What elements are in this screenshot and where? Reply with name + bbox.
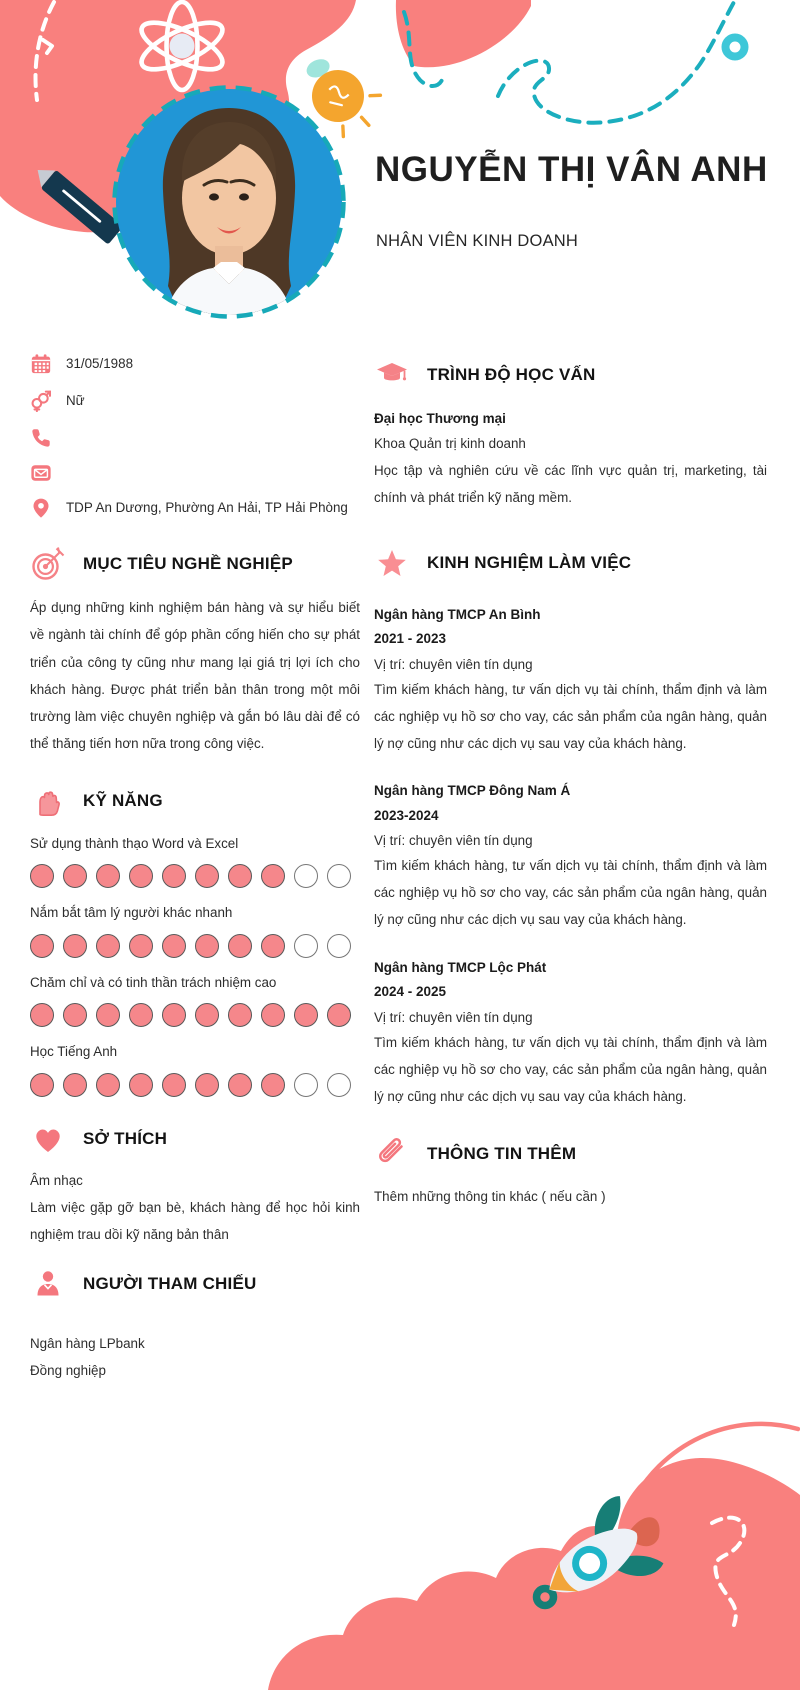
- phone-icon: [30, 427, 52, 449]
- contact-list: [30, 352, 360, 520]
- profile-photo: [111, 84, 347, 320]
- right-column: [374, 345, 767, 1210]
- skill-dot-filled: [195, 864, 219, 888]
- job-position: Vị trí: chuyên viên tín dụng: [374, 656, 533, 672]
- skill-dot-filled: [30, 934, 54, 958]
- contact-row: [30, 496, 360, 521]
- skill-dot-filled: [30, 1003, 54, 1027]
- skill-dot-filled: [129, 934, 153, 958]
- education-school: Đại học Thương mại: [374, 411, 506, 426]
- jobs-list: [374, 603, 767, 1111]
- skill-dot-filled: [228, 864, 252, 888]
- references-lines: [30, 1330, 360, 1384]
- skill-dot-filled: [294, 1003, 318, 1027]
- section-header-additional: [374, 1136, 767, 1172]
- skill-dot-filled: [162, 1073, 186, 1097]
- skill-item: [30, 833, 360, 888]
- skill-dot-filled: [96, 864, 120, 888]
- skill-dot-filled: [228, 1073, 252, 1097]
- skill-dot-filled: [261, 1073, 285, 1097]
- skill-label: Chăm chỉ và có tinh thần trách nhiệm cao: [30, 974, 277, 990]
- additional-text: Thêm những thông tin khác ( nếu cần ): [374, 1189, 606, 1205]
- contact-row: [30, 461, 360, 484]
- pen-illustration: [30, 161, 124, 245]
- skill-label: Sử dụng thành thạo Word và Excel: [30, 835, 239, 851]
- job-period: 2021 - 2023: [374, 631, 447, 647]
- section-header-references: [30, 1266, 360, 1302]
- gender-icon: [30, 390, 52, 412]
- education-entry: [374, 407, 767, 511]
- job-position: Vị trí: chuyên viên tín dụng: [374, 833, 533, 849]
- skill-item: [30, 972, 360, 1027]
- rocket-illustration: [526, 1484, 680, 1626]
- skill-dot-filled: [30, 1073, 54, 1097]
- job-company: Ngân hàng TMCP Đông Nam Á: [374, 783, 571, 799]
- objective-text: Áp dụng những kinh nghiệm bán hàng và sự hiểu biết về ngành tài chính để góp phần cống hiến cho sự phát triển của công ty cũng như mang lại giá trị lợi ích cho khách hàng. Được phát triển bản thân trong một môi trường làm việc chuyên nghiệp và gắn bó lâu dài để có thể thăng tiến hơn nữa trong công việc.: [30, 600, 360, 751]
- skill-dot-empty: [327, 1073, 351, 1097]
- skill-label: Học Tiếng Anh: [30, 1044, 118, 1060]
- contact-text: 31/05/1988: [66, 356, 134, 371]
- section-header-skills: [30, 783, 360, 819]
- skill-dot-filled: [261, 934, 285, 958]
- job-position: Vị trí: chuyên viên tín dụng: [374, 1009, 533, 1025]
- job-company: Ngân hàng TMCP Lộc Phát: [374, 959, 547, 975]
- skill-dot-filled: [162, 1003, 186, 1027]
- section-header-hobbies: [30, 1121, 360, 1157]
- section-title-additional: THÔNG TIN THÊM: [427, 1144, 577, 1164]
- skill-item: [30, 1041, 360, 1096]
- education-description: Học tập và nghiên cứu về các lĩnh vực quản trị, marketing, tài chính và phát triển kỹ năng mềm.: [374, 462, 767, 505]
- fist-icon: [30, 783, 66, 819]
- skill-dot-filled: [30, 864, 54, 888]
- section-title-experience: KINH NGHIỆM LÀM VIỆC: [427, 552, 632, 572]
- skill-level-dots: [30, 1073, 360, 1097]
- contact-text: TDP An Dương, Phường An Hải, TP Hải Phòng: [66, 499, 348, 515]
- job-period: 2024 - 2025: [374, 984, 447, 1000]
- teal-dashed-curve: [404, 2, 734, 123]
- skill-dot-empty: [327, 864, 351, 888]
- skill-dot-filled: [129, 864, 153, 888]
- graduation-cap-icon: [374, 357, 410, 393]
- skill-dot-filled: [96, 1003, 120, 1027]
- skill-label: Nắm bắt tâm lý người khác nhanh: [30, 905, 233, 921]
- skill-dot-filled: [261, 864, 285, 888]
- section-title-skills: KỸ NĂNG: [83, 790, 163, 810]
- skill-dot-filled: [228, 934, 252, 958]
- skill-dot-filled: [63, 934, 87, 958]
- contact-text: Nữ: [66, 392, 85, 408]
- skill-dot-filled: [63, 1003, 87, 1027]
- job-entry: [374, 603, 767, 758]
- skill-dot-filled: [162, 864, 186, 888]
- text-line: Âm nhạc: [30, 1172, 83, 1188]
- skill-dot-filled: [96, 1073, 120, 1097]
- skill-item: [30, 902, 360, 957]
- section-title-hobbies: SỞ THÍCH: [83, 1128, 168, 1148]
- location-icon: [30, 497, 52, 519]
- person-icon: [30, 1266, 66, 1302]
- atom-icon: [136, 2, 229, 90]
- education-faculty: Khoa Quản trị kinh doanh: [374, 436, 526, 452]
- text-line: Đồng nghiệp: [30, 1362, 106, 1378]
- teal-donut: [726, 38, 745, 57]
- paperclip-icon: [374, 1136, 410, 1172]
- job-description: Tìm kiếm khách hàng, tư vấn dịch vụ tài chính, thẩm định và làm các nghiệp vụ hồ sơ cho vay, các sản phẩm của ngân hàng, quản lý nợ cũng như các dịch vụ sau vay của khách hàng.: [374, 858, 767, 928]
- target-icon: [30, 546, 66, 582]
- pink-cloud: [268, 1458, 800, 1690]
- star-icon: [374, 545, 410, 581]
- text-line: Làm việc gặp gỡ bạn bè, khách hàng để học hỏi kinh nghiệm trau dồi kỹ năng bản thân: [30, 1199, 360, 1242]
- job-company: Ngân hàng TMCP An Bình: [374, 606, 541, 622]
- skill-dot-filled: [195, 1073, 219, 1097]
- pink-arc-left: [476, 1612, 531, 1655]
- skill-dot-filled: [195, 1003, 219, 1027]
- person-job-title: NHÂN VIÊN KINH DOANH: [376, 232, 579, 250]
- heart-icon: [30, 1121, 66, 1157]
- job-period: 2023-2024: [374, 807, 439, 823]
- skill-dot-filled: [327, 1003, 351, 1027]
- skill-dot-empty: [327, 934, 351, 958]
- skills-list: [30, 833, 360, 1097]
- mail-icon: [30, 462, 52, 484]
- job-entry: [374, 779, 767, 934]
- text-line: Ngân hàng LPbank: [30, 1335, 145, 1351]
- skill-level-dots: [30, 1003, 360, 1027]
- skill-dot-filled: [63, 1073, 87, 1097]
- job-entry: [374, 956, 767, 1111]
- skill-dot-filled: [261, 1003, 285, 1027]
- skill-dot-filled: [228, 1003, 252, 1027]
- person-name: NGUYỄN THỊ VÂN ANH: [375, 150, 768, 189]
- hobbies-lines: [30, 1167, 360, 1248]
- skill-dot-filled: [96, 934, 120, 958]
- section-title-references: NGƯỜI THAM CHIẾU: [83, 1273, 257, 1293]
- skill-dot-empty: [294, 1073, 318, 1097]
- contact-row: [30, 426, 360, 449]
- skill-dot-filled: [162, 934, 186, 958]
- bottom-decoration: [0, 1363, 800, 1708]
- section-header-experience: [374, 545, 767, 581]
- contact-row: [30, 389, 360, 414]
- skill-level-dots: [30, 934, 360, 958]
- skill-dot-empty: [294, 864, 318, 888]
- contact-row: [30, 352, 360, 377]
- skill-dot-filled: [195, 934, 219, 958]
- white-dashed-squiggle: [712, 1518, 744, 1625]
- dashed-arrow: [36, 2, 54, 100]
- skill-dot-filled: [63, 864, 87, 888]
- skill-dot-filled: [129, 1003, 153, 1027]
- section-title-objective: MỤC TIÊU NGHỀ NGHIỆP: [83, 554, 293, 574]
- section-title-education: TRÌNH ĐỘ HỌC VẤN: [427, 365, 596, 384]
- teal-donut-small: [537, 1589, 554, 1606]
- pink-arc-right: [628, 1424, 798, 1511]
- skill-dot-empty: [294, 934, 318, 958]
- left-column: [30, 352, 360, 1384]
- skill-level-dots: [30, 864, 360, 888]
- pink-crescent: [396, 0, 531, 67]
- section-header-objective: [30, 546, 360, 582]
- job-description: Tìm kiếm khách hàng, tư vấn dịch vụ tài chính, thẩm định và làm các nghiệp vụ hồ sơ cho vay, các sản phẩm của ngân hàng, quản lý nợ cũng như các dịch vụ sau vay của khách hàng.: [374, 681, 767, 751]
- skill-dot-filled: [129, 1073, 153, 1097]
- job-description: Tìm kiếm khách hàng, tư vấn dịch vụ tài chính, thẩm định và làm các nghiệp vụ hồ sơ cho vay, các sản phẩm của ngân hàng, quản lý nợ cũng như các dịch vụ sau vay của khách hàng.: [374, 1034, 767, 1104]
- section-header-education: [374, 357, 767, 393]
- calendar-icon: [30, 353, 52, 375]
